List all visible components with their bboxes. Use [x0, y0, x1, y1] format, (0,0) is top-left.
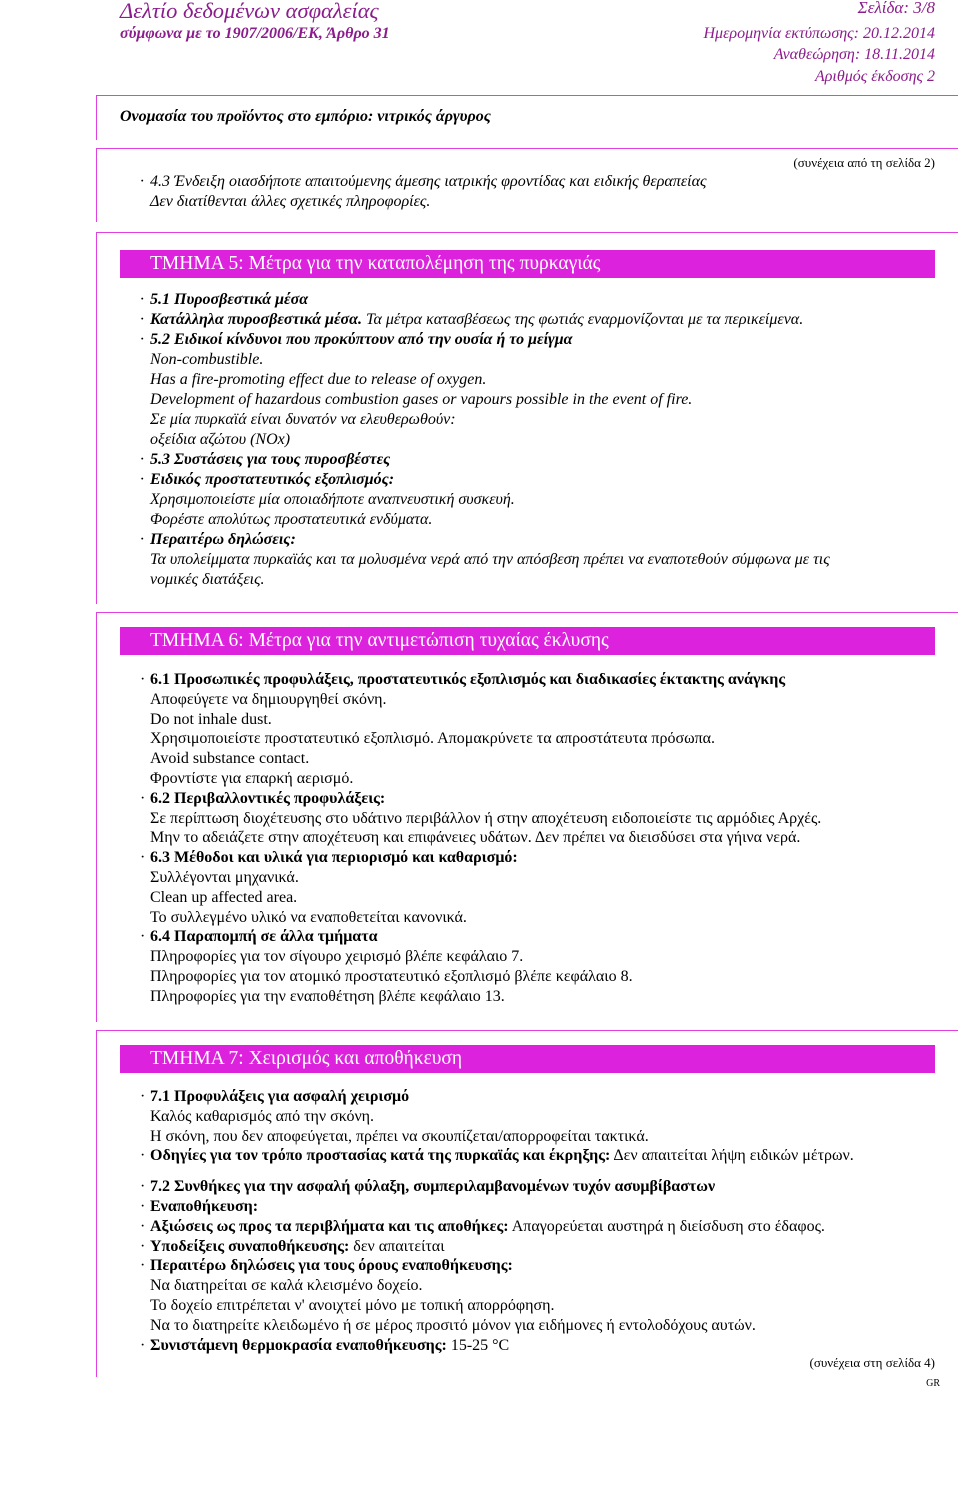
- section-5-banner: [120, 250, 935, 278]
- list-item: [140, 927, 958, 947]
- bullet-marker: ·: [140, 1237, 146, 1255]
- list-item: [150, 769, 958, 789]
- section-5: [96, 232, 958, 604]
- section-4-content: [140, 172, 958, 212]
- bullet-marker: ·: [140, 789, 146, 807]
- item-text: Πληροφορίες για τον σίγουρο χειρισμό βλέπε κεφάλαιο 7.: [150, 948, 524, 966]
- list-item: [150, 1276, 958, 1296]
- list-item: [150, 1316, 958, 1336]
- item-text: Τα μέτρα κατασβέσεως της φωτιάς εναρμονίζονται με τα περικείμενα.: [366, 311, 804, 328]
- section-6-title: ΤΜΗΜΑ 6: Μέτρα για την αντιμετώπιση τυχαίας έκλυσης: [150, 630, 609, 651]
- regulation-subtitle: σύμφωνα με το 1907/2006/ΕΚ, Άρθρο 31: [120, 25, 390, 42]
- list-item: [140, 172, 958, 192]
- item-label: Ειδικός προστατευτικός εξοπλισμός:: [150, 471, 395, 488]
- product-name-line: Ονομασία του προϊόντος στο εμπόριο: νιτρικός άργυρος: [120, 108, 491, 125]
- list-item: [150, 908, 958, 928]
- list-item: [150, 570, 958, 590]
- list-item: [150, 749, 958, 769]
- item-text: Φροντίστε για επαρκή αερισμό.: [150, 769, 354, 787]
- section-6-banner: [120, 627, 935, 655]
- item-text: Να το διατηρείτε κλειδωμένο ή σε μέρος προσιτό μόνον για ειδήμονες ή εντολοδόχους αυτών.: [150, 1316, 756, 1334]
- item-text: Αποφεύγετε να δημιουργηθεί σκόνη.: [150, 690, 387, 708]
- item-label: Υποδείξεις συναποθήκευσης:: [150, 1237, 350, 1255]
- list-item: [140, 330, 958, 350]
- item-text: Δεν διατίθενται άλλες σχετικές πληροφορίες.: [150, 193, 431, 210]
- section-5-title: ΤΜΗΜΑ 5: Μέτρα για την καταπολέμηση της πυρκαγιάς: [150, 253, 601, 274]
- item-label: Περαιτέρω δηλώσεις:: [150, 531, 296, 548]
- version-number: Αριθμός έκδοσης 2: [814, 68, 935, 85]
- bullet-marker: ·: [140, 1178, 146, 1196]
- continued-from-note: (συνέχεια από τη σελίδα 2): [793, 155, 935, 170]
- subsection-heading: 7.2 Συνθήκες για την ασφαλή φύλαξη, συμπεριλαμβανομένων τυχόν ασυμβίβαστων: [150, 1178, 716, 1196]
- bullet-marker: ·: [140, 1197, 146, 1215]
- item-text: δεν απαιτείται: [353, 1237, 445, 1255]
- revision-date: Αναθεώρηση: 18.11.2014: [773, 46, 935, 63]
- bullet-marker: ·: [140, 531, 144, 548]
- item-text: Χρησιμοποιείστε μία οποιαδήποτε αναπνευστική συσκευή.: [150, 491, 515, 508]
- continued-to-note: (συνέχεια στη σελίδα 4): [809, 1355, 935, 1370]
- list-item: [150, 430, 958, 450]
- item-text: Τα υπολείμματα πυρκαϊάς και τα μολυσμένα νερά από την απόσβεση πρέπει να εναποτεθούν σύμφωνα με τις: [150, 551, 830, 568]
- item-text: Φορέστε απολύτως προστατευτικά ενδύματα.: [150, 511, 433, 528]
- list-item: [140, 1177, 958, 1197]
- item-text: Has a fire-promoting effect due to release of oxygen.: [150, 371, 487, 388]
- item-text: Το συλλεγμένο υλικό να εναποθετείται κανονικά.: [150, 908, 467, 926]
- document-title: Δελτίο δεδομένων ασφαλείας: [120, 0, 379, 23]
- product-name-box: [96, 95, 958, 140]
- list-item: [140, 1146, 958, 1166]
- list-item: [150, 710, 958, 730]
- list-item: [150, 690, 958, 710]
- list-item: [140, 670, 958, 690]
- section-7-banner: [120, 1045, 935, 1073]
- list-item: [150, 410, 958, 430]
- item-text: Clean up affected area.: [150, 888, 298, 906]
- list-item: [140, 1197, 958, 1217]
- list-item: [150, 1107, 958, 1127]
- item-text: Απαγορεύεται αυστηρά η διείσδυση στο έδαφος.: [511, 1217, 825, 1235]
- item-text: Η σκόνη, που δεν αποφεύγεται, πρέπει να σκουπίζεται/απορροφείται τακτικά.: [150, 1127, 649, 1145]
- item-text: Σε περίπτωση διοχέτευσης στο υδάτινο περιβάλλον ή στην αποχέτευση ειδοποιείστε τις αρμόδιες Αρχές.: [150, 809, 822, 827]
- bullet-marker: ·: [140, 849, 146, 867]
- subsection-heading: 6.3 Μέθοδοι και υλικά για περιορισμό και καθαρισμό:: [150, 849, 518, 867]
- list-item: [150, 868, 958, 888]
- item-text: 15-25 °C: [450, 1336, 510, 1354]
- list-item: [140, 290, 958, 310]
- item-text: Συλλέγονται μηχανικά.: [150, 868, 299, 886]
- section-7-content: [140, 1087, 958, 1355]
- list-item: [140, 450, 958, 470]
- item-text: Non-combustible.: [150, 351, 264, 368]
- subsection-heading: 6.2 Περιβαλλοντικές προφυλάξεις:: [150, 789, 386, 807]
- bullet-marker: ·: [140, 1257, 146, 1275]
- section-5-content: [140, 290, 958, 590]
- print-date: Ημερομηνία εκτύπωσης: 20.12.2014: [703, 25, 935, 42]
- bullet-marker: ·: [140, 1147, 146, 1165]
- list-item: [150, 510, 958, 530]
- item-label: Αξιώσεις ως προς τα περιβλήματα και τις αποθήκες:: [150, 1217, 509, 1235]
- section-7-title: ΤΜΗΜΑ 7: Χειρισμός και αποθήκευση: [150, 1048, 463, 1069]
- item-text: Πληροφορίες για τον ατομικό προστατευτικό εξοπλισμό βλέπε κεφάλαιο 8.: [150, 967, 633, 985]
- item-text: Development of hazardous combustion gases or vapours possible in the event of fire.: [150, 391, 693, 408]
- list-item: [140, 848, 958, 868]
- subsection-heading: 5.2 Ειδικοί κίνδυνοι που προκύπτουν από την ουσία ή το μείγμα: [150, 331, 573, 348]
- bullet-marker: ·: [140, 1336, 146, 1354]
- item-label: Περαιτέρω δηλώσεις για τους όρους εναποθήκευσης:: [150, 1257, 513, 1275]
- bullet-marker: ·: [140, 173, 144, 190]
- item-text: νομικές διατάξεις.: [150, 571, 265, 588]
- item-text: Πληροφορίες για την εναποθέτηση βλέπε κεφάλαιο 13.: [150, 987, 505, 1005]
- list-item: [150, 350, 958, 370]
- section-4-continuation: [96, 148, 958, 222]
- list-item: [150, 947, 958, 967]
- list-item: [140, 530, 958, 550]
- item-text: Σε μία πυρκαϊά είναι δυνατόν να ελευθερωθούν:: [150, 411, 456, 428]
- bullet-marker: ·: [140, 471, 144, 488]
- item-text: Να διατηρείται σε καλά κλεισμένο δοχείο.: [150, 1277, 423, 1295]
- list-item: [140, 1237, 958, 1257]
- list-item: [150, 370, 958, 390]
- item-label: Συνιστάμενη θερμοκρασία εναποθήκευσης:: [150, 1336, 447, 1354]
- country-code: GR: [926, 1378, 940, 1389]
- list-item: [150, 987, 958, 1007]
- list-item: [150, 729, 958, 749]
- list-item: [150, 1296, 958, 1316]
- list-item: [140, 1087, 958, 1107]
- list-item: [150, 550, 958, 570]
- subsection-heading: 5.3 Συστάσεις για τους πυροσβέστες: [150, 451, 391, 468]
- list-item: [140, 789, 958, 809]
- list-item: [140, 1217, 958, 1237]
- subsection-heading: 6.1 Προσωπικές προφυλάξεις, προστατευτικός εξοπλισμός και διαδικασίες έκτακτης ανάγκης: [150, 671, 786, 688]
- item-text: Χρησιμοποιείστε προστατευτικό εξοπλισμό. Απομακρύνετε τα απροστάτευτα πρόσωπα.: [150, 730, 716, 748]
- item-label: Οδηγίες για τον τρόπο προστασίας κατά της πυρκαϊάς και έκρηξης:: [150, 1147, 611, 1165]
- list-item: [140, 470, 958, 490]
- item-text: οξείδια αζώτου (NOx): [150, 431, 291, 448]
- list-item: [150, 192, 958, 212]
- item-text: Δεν απαιτείται λήψη ειδικών μέτρων.: [613, 1147, 854, 1165]
- list-item: [150, 828, 958, 848]
- item-text: Do not inhale dust.: [150, 710, 272, 728]
- list-item: [150, 888, 958, 908]
- list-item: [140, 1256, 958, 1276]
- bullet-marker: ·: [140, 451, 144, 468]
- list-item: [150, 809, 958, 829]
- list-item: [140, 1336, 958, 1356]
- item-text: Το δοχείο επιτρέπεται ν' ανοιχτεί μόνο με τοπική απορρόφηση.: [150, 1296, 555, 1314]
- subsection-heading: 6.4 Παραπομπή σε άλλα τμήματα: [150, 928, 378, 946]
- list-item: [150, 1127, 958, 1147]
- item-text: Καλός καθαρισμός από την σκόνη.: [150, 1107, 375, 1125]
- subsection-heading: 4.3 Ένδειξη οιασδήποτε απαιτούμενης άμεσης ιατρικής φροντίδας και ειδικής θεραπείας: [150, 173, 707, 190]
- bullet-marker: ·: [140, 291, 144, 308]
- section-7: [96, 1030, 958, 1377]
- list-item: [150, 967, 958, 987]
- subsection-heading: 5.1 Πυροσβεστικά μέσα: [150, 291, 309, 308]
- bullet-marker: ·: [140, 928, 146, 946]
- item-text: Avoid substance contact.: [150, 750, 310, 768]
- subsection-heading: 7.1 Προφυλάξεις για ασφαλή χειρισμό: [150, 1088, 410, 1105]
- section-6: [96, 612, 958, 1022]
- list-item: [140, 310, 958, 330]
- bullet-marker: ·: [140, 671, 146, 688]
- section-6-content: [140, 670, 958, 1007]
- page-number: Σελίδα: 3/8: [857, 0, 935, 17]
- bullet-marker: ·: [140, 331, 144, 348]
- list-item: [150, 490, 958, 510]
- bullet-marker: ·: [140, 311, 144, 328]
- bullet-marker: ·: [140, 1088, 146, 1105]
- list-item: [150, 390, 958, 410]
- item-label: Κατάλληλα πυροσβεστικά μέσα.: [150, 311, 363, 328]
- bullet-marker: ·: [140, 1217, 146, 1235]
- item-text: Μην το αδειάζετε στην αποχέτευση και επιφάνειες υδάτων. Δεν πρέπει να διεισδύσει στα γήινα νερά.: [150, 829, 801, 847]
- item-label: Εναποθήκευση:: [150, 1197, 259, 1215]
